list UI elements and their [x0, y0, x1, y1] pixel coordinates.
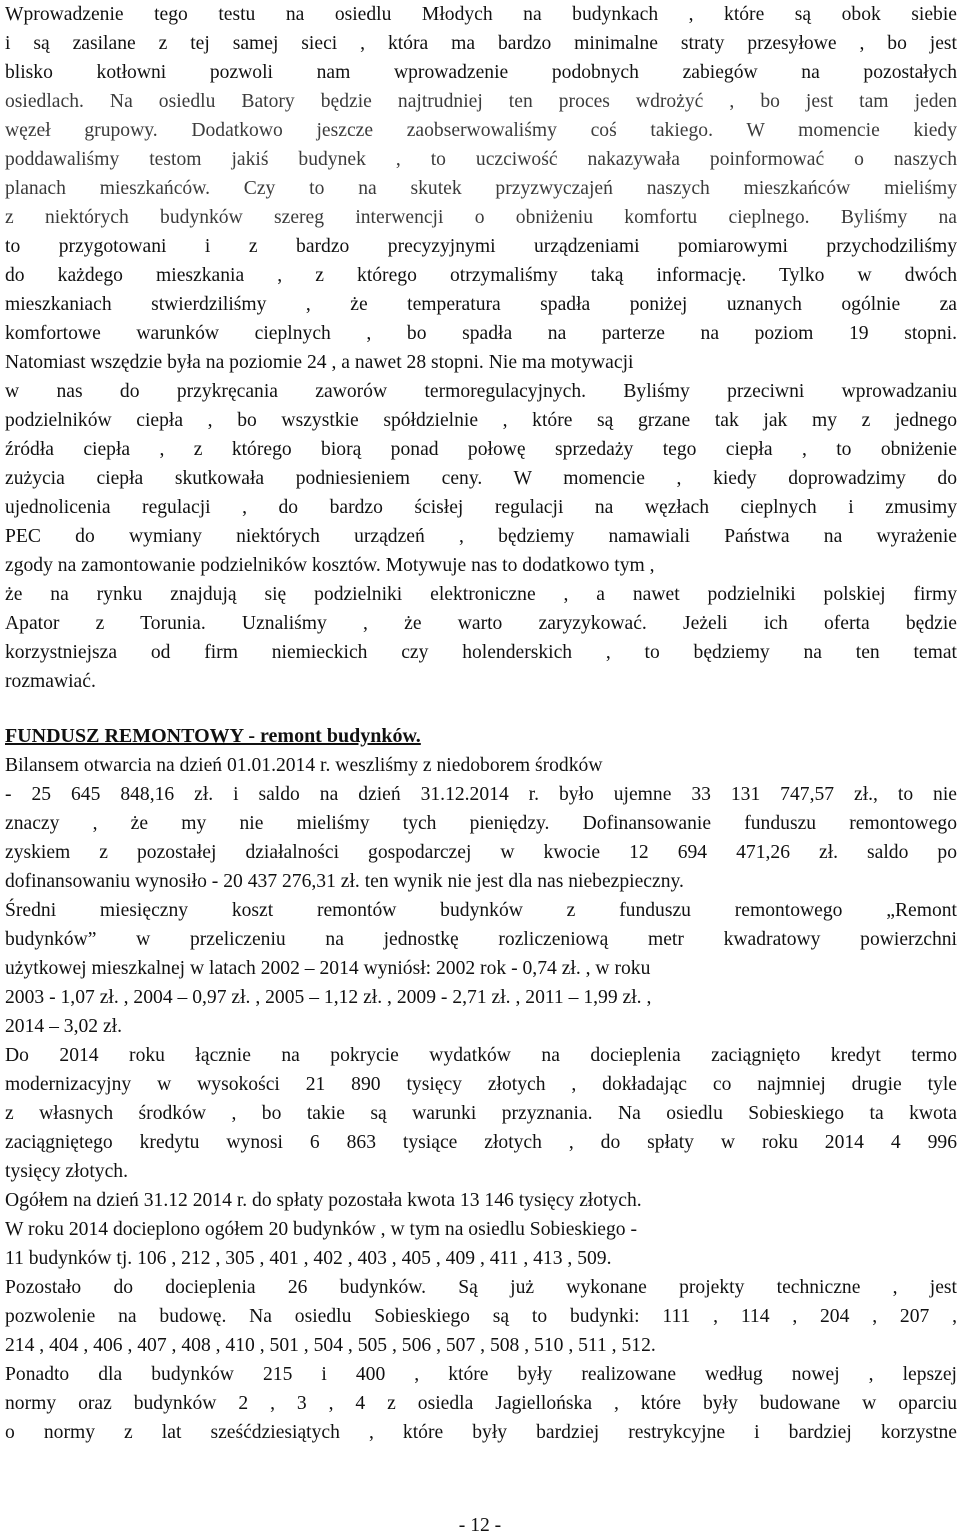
text-line: komfortowe warunków cieplnych , bo spadła na parterze na poziom 19 stopni.: [5, 323, 957, 344]
text-line: normy oraz budynków 2 , 3 , 4 z osiedla Jagiellońska , które były budowane w oparciu: [5, 1393, 957, 1414]
text-line: z niektórych budynków szereg interwencji o obniżeniu komfortu cieplnego. Byliśmy na: [5, 207, 957, 228]
text-line: dofinansowaniu wynosiło - 20 437 276,31 zł. ten wynik nie jest dla nas niebezpieczny.: [5, 871, 684, 892]
text-line: Wprowadzenie tego testu na osiedlu Młodych na budynkach , które są obok siebie: [5, 4, 957, 25]
text-line: użytkowej mieszkalnej w latach 2002 – 2014 wyniósł: 2002 rok - 0,74 zł. , w roku: [5, 958, 651, 979]
text-line: Średni miesięczny koszt remontów budynków z funduszu remontowego „Remont: [5, 900, 957, 921]
text-line: Pozostało do docieplenia 26 budynków. Są już wykonane projekty techniczne , jest: [5, 1277, 957, 1298]
text-line: Bilansem otwarcia na dzień 01.01.2014 r. weszliśmy z niedoborem środków: [5, 755, 603, 776]
text-line: Apator z Torunia. Uznaliśmy , że warto zaryzykować. Jeżeli ich oferta będzie: [5, 613, 957, 634]
text-line: zużycia ciepła skutkowała podniesieniem ceny. W momencie , kiedy doprowadzimy do: [5, 468, 957, 489]
text-line: osiedlach. Na osiedlu Batory będzie najtrudniej ten proces wdrożyć , bo jest tam jeden: [5, 91, 957, 112]
text-line: i są zasilane z tej samej sieci , która ma bardzo minimalne straty przesyłowe , bo jest: [5, 33, 957, 54]
text-line: W roku 2014 docieplono ogółem 20 budynków , w tym na osiedlu Sobieskiego -: [5, 1219, 638, 1240]
text-line: budynków” w przeliczeniu na jednostkę rozliczeniową metr kwadratowy powierzchni: [5, 929, 957, 950]
text-line: - 25 645 848,16 zł. i saldo na dzień 31.12.2014 r. było ujemne 33 131 747,57 zł., to nie: [5, 784, 957, 805]
text-line: to przygotowani i z bardzo precyzyjnymi urządzeniami pomiarowymi przychodziliśmy: [5, 236, 957, 257]
text-line: że na rynku znajdują się podzielniki elektroniczne , a nawet podzielniki polskiej firmy: [5, 584, 957, 605]
text-line: tysięcy złotych.: [5, 1161, 128, 1182]
text-line: w nas do przykręcania zaworów termoregulacyjnych. Byliśmy przeciwni wprowadzaniu: [5, 381, 957, 402]
text-line: zyskiem z pozostałej działalności gospodarczej w kwocie 12 694 471,26 zł. saldo po: [5, 842, 957, 863]
page-number: - 12 -: [458, 1515, 502, 1536]
text-line: znaczy , że my nie mieliśmy tych pieniędzy. Dofinansowanie funduszu remontowego: [5, 813, 957, 834]
text-line: Ogółem na dzień 31.12 2014 r. do spłaty pozostała kwota 13 146 tysięcy złotych.: [5, 1190, 642, 1211]
text-line: 214 , 404 , 406 , 407 , 408 , 410 , 501 , 504 , 505 , 506 , 507 , 508 , 510 , 511 , 512.: [5, 1335, 656, 1356]
text-line: 2014 – 3,02 zł.: [5, 1016, 123, 1037]
text-line: poddawaliśmy testom jakiś budynek , to uczciwość nakazywała poinformować o naszych: [5, 149, 957, 170]
text-line: 11 budynków tj. 106 , 212 , 305 , 401 , 402 , 403 , 405 , 409 , 411 , 413 , 509.: [5, 1248, 612, 1269]
text-line: 2003 - 1,07 zł. , 2004 – 0,97 zł. , 2005 – 1,12 zł. , 2009 - 2,71 zł. , 2011 – 1,99 zł. ,: [5, 987, 652, 1008]
text-line: do każdego mieszkania , z którego otrzymaliśmy taką informację. Tylko w dwóch: [5, 265, 957, 286]
section-heading: FUNDUSZ REMONTOWY - remont budynków.: [5, 725, 421, 747]
text-line: Ponadto dla budynków 215 i 400 , które były realizowane według nowej , lepszej: [5, 1364, 957, 1385]
text-line: podzielników ciepła , bo wszystkie spółdzielnie , które są grzane tak jak my z jednego: [5, 410, 957, 431]
text-line: PEC do wymiany niektórych urządzeń , będziemy namawiali Państwa na wyrażenie: [5, 526, 957, 547]
text-line: zgody na zamontowanie podzielników kosztów. Motywuje nas to dodatkowo tym ,: [5, 555, 655, 576]
text-line: pozwolenie na budowę. Na osiedlu Sobieskiego są to budynki: 111 , 114 , 204 , 207 ,: [5, 1306, 957, 1327]
text-line: planach mieszkańców. Czy to na skutek przyzwyczajeń naszych mieszkańców mieliśmy: [5, 178, 957, 199]
text-line: Natomiast wszędzie była na poziomie 24 , a nawet 28 stopni. Nie ma motywacji: [5, 352, 634, 373]
text-line: korzystniejsza od firm niemieckich czy holenderskich , to będziemy na ten temat: [5, 642, 957, 663]
text-line: Do 2014 roku łącznie na pokrycie wydatków na docieplenia zaciągnięto kredyt termo: [5, 1045, 957, 1066]
text-line: zaciągniętego kredytu wynosi 6 863 tysiące złotych , do spłaty w roku 2014 4 996: [5, 1132, 957, 1153]
text-line: źródła ciepła , z którego biorą ponad połowę sprzedaży tego ciepła , to obniżenie: [5, 439, 957, 460]
text-line: węzeł grupowy. Dodatkowo jeszcze zaobserwowaliśmy coś takiego. W momencie kiedy: [5, 120, 957, 141]
text-line: z własnych środków , bo takie są warunki przyznania. Na osiedlu Sobieskiego ta kwota: [5, 1103, 957, 1124]
text-line: modernizacyjny w wysokości 21 890 tysięcy złotych , dokładając co najmniej drugie tyle: [5, 1074, 957, 1095]
text-line: ujednolicenia regulacji , do bardzo ścisłej regulacji na węzłach cieplnych i zmusimy: [5, 497, 957, 518]
text-line: blisko kotłowni pozwoli nam wprowadzenie podobnych zabiegów na pozostałych: [5, 62, 957, 83]
text-line: o normy z lat sześćdziesiątych , które były bardziej restrykcyjne i bardziej korzystne: [5, 1422, 957, 1443]
text-line: rozmawiać.: [5, 671, 96, 692]
text-line: mieszkaniach stwierdziliśmy , że temperatura spadła poniżej uznanych ogólnie za: [5, 294, 957, 315]
